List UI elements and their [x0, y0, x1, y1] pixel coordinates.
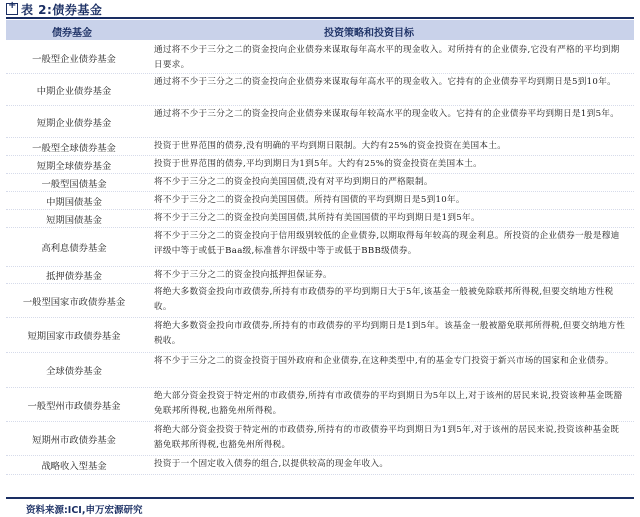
table-row	[6, 318, 634, 353]
fund-description: 将绝大多数资金投向市政债券,所持有市政债券的平均到期日大于5年,该基金一般被免除联邦所得税,但要交纳地方性税收。	[154, 287, 614, 312]
fund-name: 中期企业债券基金	[36, 85, 112, 97]
fund-name: 全球债券基金	[46, 366, 102, 377]
fund-description: 通过将不少于三分之二的资金投向企业债券来谋取每年高水平的现金收入。对所持有的企业债券,它没有严格的平均到期日要求。	[154, 45, 620, 70]
table-title-text: 表 2:债券基金	[21, 3, 103, 17]
top-rule	[6, 17, 634, 19]
table-row	[6, 138, 634, 156]
fund-name: 短期国债基金	[46, 214, 102, 226]
fund-name: 战略收入型基金	[41, 461, 107, 472]
header-col-fund: 债券基金	[52, 28, 92, 39]
fund-description: 将不少于三分之二的资金投向抵押担保证券。	[154, 270, 332, 280]
fund-name: 高利息债券基金	[41, 243, 107, 254]
fund-name: 一般型国家市政债券基金	[22, 296, 126, 308]
fund-description: 将绝大部分资金投资于特定州的市政债券,所持有的市政债券平均到期日为1到5年,对于该州的居民来说,投资该种基金既豁免联邦所得税,也豁免州所得税。	[154, 425, 620, 450]
fund-name: 一般型州市政债券基金	[27, 400, 121, 412]
fund-description: 将不少于三分之二的资金投向美国国债。所持有国债的平均到期日是5到10年。	[154, 195, 465, 205]
bottom-rule	[6, 497, 634, 499]
fund-name: 中期国债基金	[46, 196, 102, 208]
fund-description: 将不少于三分之二的资金投向于信用级别较低的企业债券,以期取得每年较高的现金利息。所投资的企业债券一般是穆迪评级中等于或低于Baa级,标准普尔评级中等于或低于BBB级债券。	[154, 231, 620, 256]
fund-description: 绝大部分资金投资于特定州的市政债券,所持有市政债券的平均到期日为5年以上,对于该州的居民来说,投资该种基金既豁免联邦所得税,也豁免州所得税。	[154, 391, 623, 416]
table-row	[6, 228, 634, 267]
fund-description: 将不少于三分之二的资金投向美国国债,没有对平均到期日的严格限制。	[154, 177, 433, 187]
table-title	[6, 1, 102, 18]
table-row	[6, 388, 634, 422]
header-col-strategy: 投资策略和投资目标	[324, 28, 414, 39]
fund-description: 投资于一个固定收入债券的组合,以提供较高的现金年收入。	[154, 459, 389, 469]
fund-name: 一般型全球债券基金	[32, 142, 116, 154]
table-body	[6, 42, 634, 475]
fund-description: 将不少于三分之二的资金投向美国国债,其所持有美国国债的平均到期日是1到5年。	[154, 213, 480, 223]
table-row	[6, 284, 634, 318]
fund-description: 将不少于三分之二的资金投资于国外政府和企业债券,在这种类型中,有的基金专门投资于新兴市场的国家和企业债券。	[154, 356, 614, 366]
fund-description: 投资于世界范围的债券,平均到期日为1到5年。大约有25%的资金投资在美国本土。	[154, 159, 483, 169]
fund-description: 将绝大多数资金投向市政债券,所持有的市政债券的平均到期日是1到5年。该基金一般被豁免联邦所得税,但要交纳地方性税收。	[154, 321, 626, 346]
table-row	[6, 174, 634, 192]
table-row	[6, 210, 634, 228]
fund-description: 通过将不少于三分之二的资金投向企业债券来谋取每年较高水平的现金收入。它持有的企业债券平均到期日是1到5年。	[154, 109, 620, 119]
fund-name: 短期国家市政债券基金	[27, 331, 121, 342]
fund-name: 短期全球债券基金	[36, 160, 112, 172]
table-row	[6, 456, 634, 475]
table-row	[6, 74, 634, 106]
fund-description: 投资于世界范围的债券,没有明确的平均到期日限制。大约有25%的资金投资在美国本土。	[154, 141, 507, 151]
source-note: 资料来源:ICI,申万宏源研究	[26, 505, 143, 516]
table-row	[6, 353, 634, 388]
move-handle-icon[interactable]	[6, 3, 18, 15]
table-row	[6, 106, 634, 138]
fund-name: 一般型企业债券基金	[32, 53, 116, 65]
fund-description: 通过将不少于三分之二的资金投向企业债券来谋取每年高水平的现金收入。它持有的企业债券平均到期日是5到10年。	[154, 77, 616, 87]
table-row	[6, 42, 634, 74]
table-row	[6, 156, 634, 174]
fund-name: 抵押债券基金	[46, 271, 102, 282]
table-row	[6, 422, 634, 456]
table-row	[6, 192, 634, 210]
table-header	[6, 20, 634, 40]
fund-name: 短期州市政债券基金	[32, 434, 116, 446]
fund-name: 一般型国债基金	[41, 178, 107, 190]
table-row	[6, 267, 634, 284]
fund-name: 短期企业债券基金	[36, 117, 112, 129]
